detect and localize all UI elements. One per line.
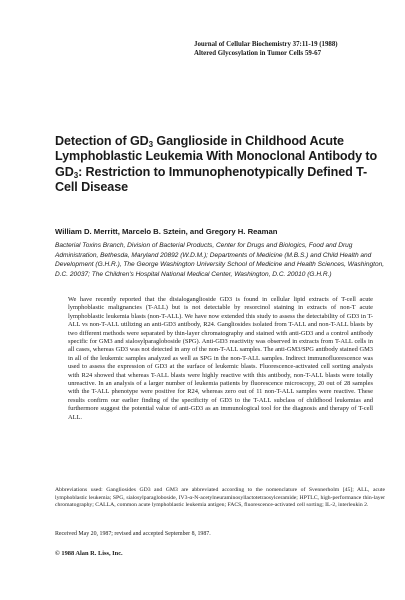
- abstract: We have recently reported that the disialoganglioside GD3 is found in cellular lipid extracts of T-cell acute lymphoblastic malignancies (T-ALL) but is not detectable by resorcinol staining in extracts of non-T acute lymphoblastic leukemia blasts (non-T-ALL). We have now extended this study to assess the detectability of GD3 in T-ALL vs non-T-ALL utilizing an anti-GD3 antibody, R24. Gangliosides isolated from T-ALL and non-T-ALL blasts by two different methods were separated by thin-layer chromatography and stained with anti-GD3 and a control antibody specific for GM3 and sialosylparagloboside (SPG). Anti-GD3 reactivity was observed in extracts from T-ALL cells in all cases, whereas GD3 was not detected in any of the non-T-ALL samples. The anti-GM3/SPG antibody stained GM3 in all of the leukemic samples analyzed as well as SPG in the non-T-ALL samples. Indirect immunofluorescence was used to assess the expression of GD3 at the surface of leukemic blasts. Fluorescence-activated cell sorting analysis with R24 showed that whereas T-ALL blasts were highly reactive with this antibody, non-T-ALL blasts were totally unreactive. In an analysis of a larger number of leukemia patients by fluorescence microscopy, 20 out of 28 samples with the T-ALL phenotype were positive for R24, whereas zero out of 11 non-T-ALL samples were reactive. These results confirm our earlier finding of the specificity of GD3 to the T-ALL subclass of childhood leukemias and furthermore suggest the potential value of anti-GD3 as an immunological tool for the diagnosis and therapy of T-cell ALL.: [68, 296, 373, 421]
- title-part-1: Detection of GD: [55, 134, 149, 148]
- journal-citation: Journal of Cellular Biochemistry 37:11-19 (1988): [194, 41, 338, 48]
- journal-section: Altered Glycosylation in Tumor Cells 59-67: [194, 50, 322, 57]
- title-subscript-1: 3: [148, 140, 154, 149]
- received-date: Received May 20, 1987; revised and accepted September 8, 1987.: [55, 531, 211, 537]
- abbreviations-footnote: Abbreviations used: Gangliosides GD3 and GM3 are abbreviated according to the nomenclature of Svennerholm [45]; ALL, acute lymphoblastic leukemia; SPG, sialosylparagloboside, IV3-α-N-acetylneuraminosyllactotetraosylceramide; HPTLC, high-performance thin-layer chromatography; CALLA, common acute lymphoblastic leukemia antigen; FACS, fluorescence-activated cell sorting; IL-2, interleukin 2.: [55, 487, 385, 509]
- title-part-3: : Restriction to Immunophenotypically Defined T-Cell Disease: [55, 164, 368, 195]
- title-part-2: Ganglioside in Childhood Acute Lymphoblastic Leukemia With Monoclonal Antibody to GD: [55, 134, 378, 179]
- author-list: William D. Merritt, Marcelo B. Sztein, and Gregory H. Reaman: [55, 227, 278, 236]
- article-title: [55, 134, 385, 196]
- affiliations: Bacterial Toxins Branch, Division of Bacterial Products, Center for Drugs and Biologics, Food and Drug Administration, Bethesda, Maryland 20892 (W.D.M.); Departments of Medicine (M.B.S.) and Child Health and Development (G.H.R.), The George Washington University School of Medicine and Health Sciences, Washington, D.C. 20037; The Children's Hospital National Medical Center, Washington, D.C. 20010 (G.H.R.): [55, 242, 385, 278]
- copyright-notice: © 1988 Alan R. Liss, Inc.: [55, 550, 123, 557]
- title-subscript-2: 3: [73, 170, 79, 180]
- journal-header: [194, 40, 394, 58]
